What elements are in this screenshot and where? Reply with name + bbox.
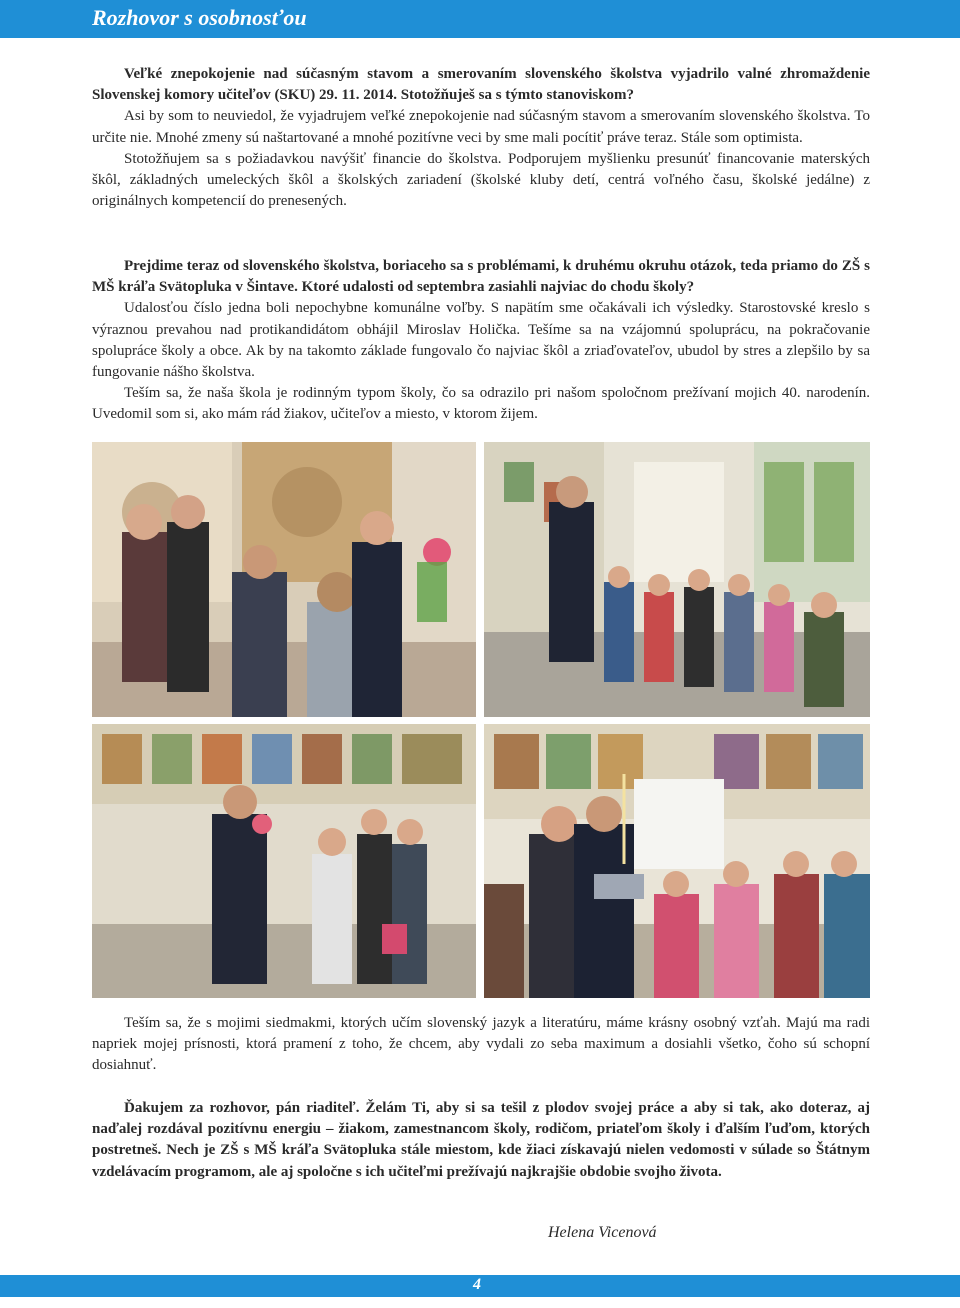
question-1: Veľké znepokojenie nad súčasným stavom a smerovaním slovenského školstva vyjadrilo valné zhromaždenie Slovenskej komory učiteľov (SKU) 29. 11. 2014. Stotožňuješ sa s týmto stanoviskom? (92, 66, 870, 104)
author-signature: Helena Vicenová (548, 1224, 657, 1241)
photo-birthday-celebration (484, 724, 870, 998)
closing-paragraph: Ďakujem za rozhovor, pán riaditeľ. Želám Ti, aby si sa tešil z plodov svojej práce a aby si tak, ako doteraz, aj naďalej rozdával pozitívnu energiu – žiakom, zamestnancom školy, rodičom, priateľom školy i ďalším ľuďom, ktorých postretneš. Nech je ZŠ s MŠ kráľa Svätopluka stále miestom, kde žiaci získavajú nielen vedomosti v súlade so Štátnym vzdelávacím programom, ale aj spoločne s ich učiteľmi prežívajú najkrajšie obdobie svojho života. (92, 1100, 870, 1180)
photo-director-with-students-2 (92, 724, 476, 998)
closing-section (92, 1098, 870, 1183)
question-2: Prejdime teraz od slovenského školstva, boriaceho sa s problémami, k druhému okruhu otázok, teda priamo do ZŠ s MŠ kráľa Svätopluka v Šintave. Ktoré udalosti od septembra zasiahli najviac do chodu školy? (92, 258, 870, 296)
answer-2-paragraph-2: Teším sa, že naša škola je rodinným typom školy, čo sa odrazilo pri našom spoločnom prežívaní mojich 40. narodenín. Uvedomil som si, ako mám rád žiakov, učiteľov a miesto, v ktorom žijem. (92, 385, 870, 423)
answer-1-paragraph-1: Asi by som to neuviedol, že vyjadrujem veľké znepokojenie nad súčasným stavom a smerovaním slovenského školstva. To určite nie. Mnohé zmeny sú naštartované a mnohé pozitívne veci by sme mali pocítiť práve teraz. Stále som optimista. (92, 108, 870, 146)
page-number: 4 (473, 1276, 481, 1293)
answer-2-paragraph-1: Udalosťou číslo jedna boli nepochybne komunálne voľby. S napätím sme očakávali ich výsledky. Starostovské kreslo s výraznou prevahou nad protikandidátom obhájil Miroslav Holička. Tešíme sa na vzájomnú spoluprácu, na pokračovanie spolupráce školy a obce. Ak by na takomto základe fungovalo čo najviac škôl a zriaďovateľov, ubudol by stres a zlepšilo by sa fungovanie nášho školstva. (92, 300, 870, 381)
photo-director-in-hallway (484, 442, 870, 717)
photo-director-with-students-1 (92, 442, 476, 717)
section-2 (92, 256, 870, 426)
answer-3-paragraph: Teším sa, že s mojimi siedmakmi, ktorých učím slovenský jazyk a literatúru, máme krásny osobný vzťah. Majú ma radi napriek mojej prísnosti, ktorá pramení z toho, že chcem, aby vydali zo seba maximum a dosiahli všetko, čoho sú schopní dosiahnuť. (92, 1015, 870, 1074)
answer-1-paragraph-2: Stotožňujem sa s požiadavkou navýšiť financie do školstva. Podporujem myšlienku presunúť financovanie materských škôl, základných umeleckých škôl a školských zariadení (školské kluby detí, centrá voľného času, školské jedálne) z originálnych kompetencií do prenesených. (92, 150, 870, 210)
section-3 (92, 1013, 870, 1077)
intro-section (92, 64, 870, 212)
page-title: Rozhovor s osobnosťou (92, 5, 307, 30)
